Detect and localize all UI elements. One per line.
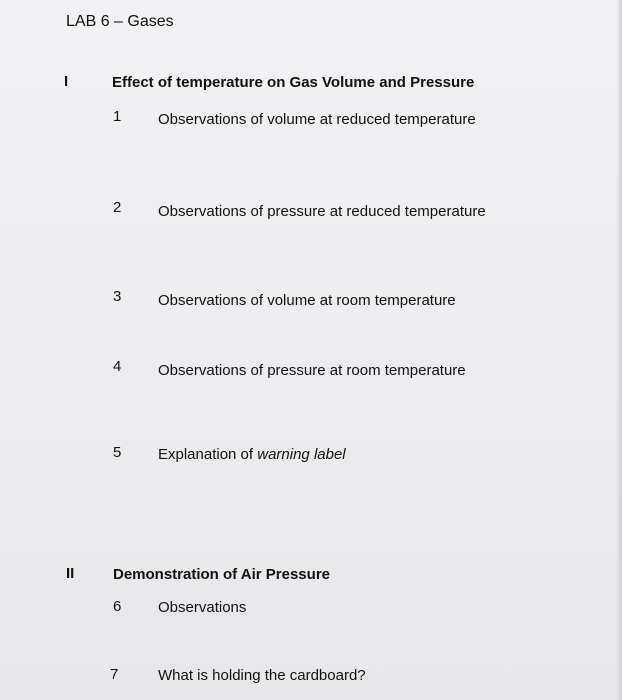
item-7-text: What is holding the cardboard? (158, 667, 366, 684)
item-2-text: Observations of pressure at reduced temperature (158, 203, 486, 220)
item-5-text (158, 446, 346, 463)
item-6-number: 6 (113, 598, 122, 615)
item-5-text-plain: Explanation of (158, 446, 258, 463)
item-3-text: Observations of volume at room temperature (158, 292, 456, 309)
section-1-title: Effect of temperature on Gas Volume and Pressure (112, 74, 475, 91)
item-4-number: 4 (113, 358, 122, 375)
item-4-text: Observations of pressure at room temperature (158, 362, 466, 379)
item-5-text-emphasis: warning label (257, 446, 346, 463)
item-5-number: 5 (113, 444, 122, 461)
item-2-number: 2 (113, 199, 122, 216)
section-2-numeral: II (66, 565, 75, 582)
item-3-number: 3 (113, 288, 122, 305)
item-6-text: Observations (158, 599, 247, 616)
section-2-title: Demonstration of Air Pressure (113, 566, 330, 583)
item-1-number: 1 (113, 108, 122, 125)
lab-title: LAB 6 – Gases (66, 13, 174, 30)
page-edge-shadow (616, 0, 622, 700)
item-1-text: Observations of volume at reduced temperature (158, 111, 476, 128)
item-7-number: 7 (110, 666, 119, 683)
section-1-numeral: I (64, 73, 69, 90)
